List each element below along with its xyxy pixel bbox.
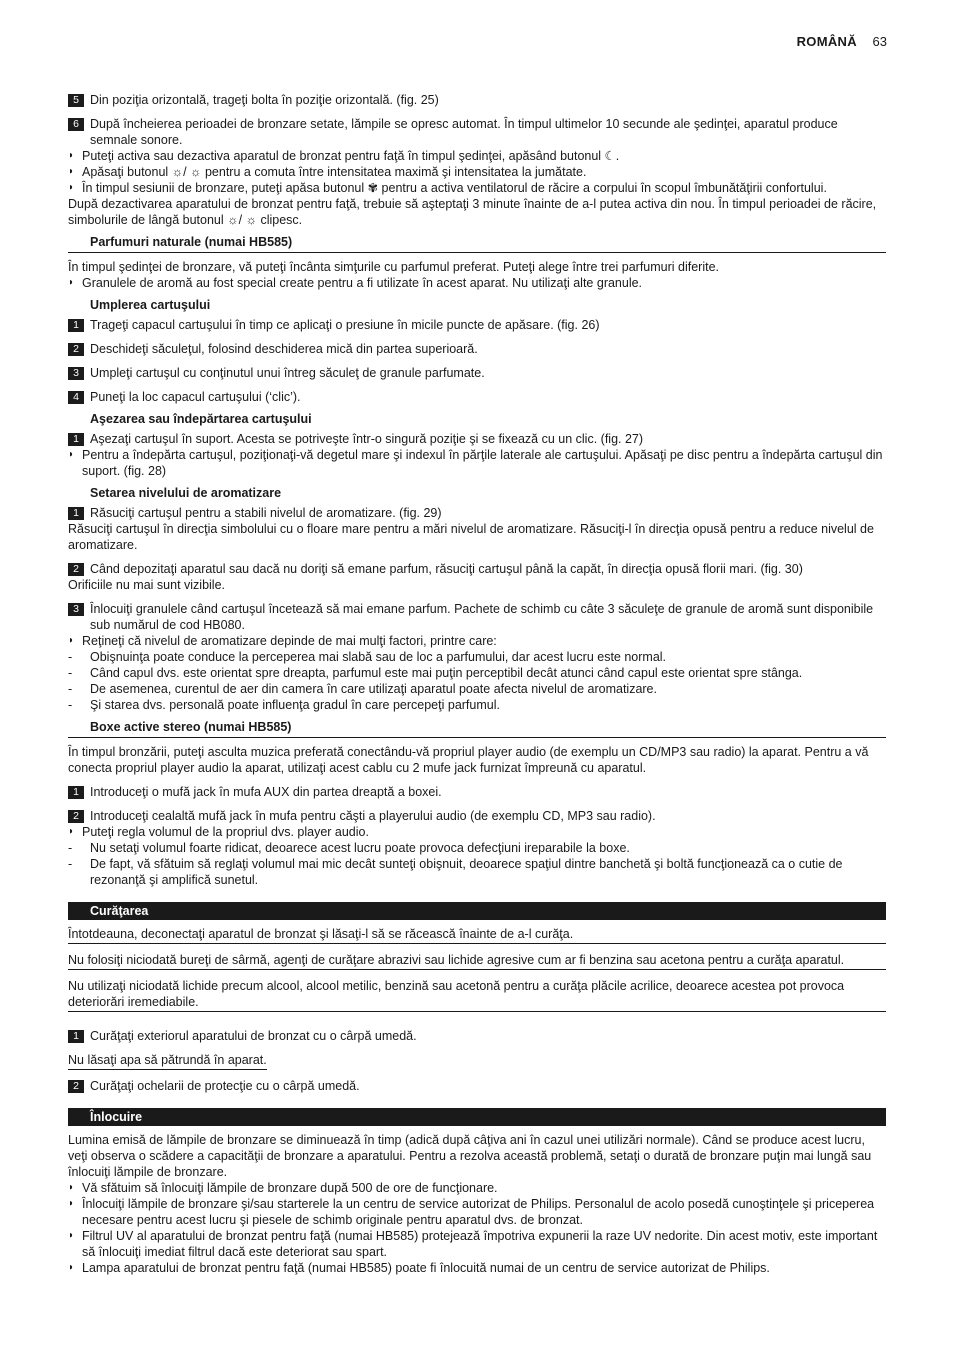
bullet-text: Pentru a îndepărta cartuşul, poziţionaţi-vă degetul mare şi indexul în părţile laterale ale cartuşului. Apăsaţi pe disc pentru a îndepărta cartuşul din suport. (fig. 28) (82, 448, 883, 478)
subheading-place: Aşezarea sau îndepărtarea cartuşului (90, 412, 312, 426)
bullet-icon: ◗ (68, 150, 75, 161)
dash-item: - Obişnuinţa poate conduce la perceperea mai slabă sau de loc a parfumului, dar acest lucru este normal. (68, 650, 667, 664)
dash-text: Obişnuinţa poate conduce la perceperea mai slabă sau de loc a parfumului, dar acest lucru este normal. (90, 650, 667, 664)
step-number: 3 (68, 367, 84, 380)
step-number: 1 (68, 1030, 84, 1043)
page-number: 63 (872, 34, 887, 49)
bullet-item (68, 447, 886, 479)
bullet-text: Puteţi activa sau dezactiva aparatul de bronzat pentru faţă în timpul şedinţei, apăsând butonul ☾. (82, 149, 620, 163)
step-text: Când depozitaţi aparatul sau dacă nu doriţi să emane parfum, răsuciţi cartuşul până la capăt, în direcţia opusă florii mari. (fig. 30) (90, 562, 803, 576)
warning-text: Nu utilizaţi niciodată lichide precum alcool, alcool metilic, benzină sau acetonă pentru a curăţa plăcile acrilice, deoarece acestea pot provoca deteriorări iremediabile. (68, 978, 886, 1012)
bullet-icon: ◗ (68, 182, 75, 193)
step-text: Din poziţia orizontală, trageţi bolta în poziţie orizontală. (fig. 25) (90, 93, 439, 107)
step-number: 3 (68, 603, 84, 616)
bullet-item (68, 633, 886, 649)
step-text: Introduceţi o mufă jack în mufa AUX din partea dreaptă a boxei. (90, 785, 442, 799)
section-heading-cleaning: Curăţarea (68, 902, 886, 920)
step-5 (68, 92, 886, 108)
step-number: 2 (68, 343, 84, 356)
section-heading-speakers: Boxe active stereo (numai HB585) (68, 719, 886, 738)
step-number: 6 (68, 118, 84, 131)
step-number: 2 (68, 1080, 84, 1093)
step-text: Puneţi la loc capacul cartuşului (‘clic’). (90, 390, 301, 404)
bullet-icon: ◗ (68, 449, 75, 460)
bullet-item (68, 275, 886, 291)
dash-text: Când capul dvs. este orientat spre dreapta, parfumul este mai puţin perceptibil decât atunci când capul este orientat spre stânga. (90, 666, 803, 680)
page-header (797, 34, 887, 49)
step-text: Răsuciţi cartuşul pentru a stabili nivelul de aromatizare. (fig. 29) (90, 506, 442, 520)
dash-text: De asemenea, curentul de aer din camera în care utilizaţi aparatul poate afecta nivelul de aromatizare. (90, 682, 657, 696)
bullet-icon: ◗ (68, 166, 75, 177)
step-text: Introduceţi cealaltă mufă jack în mufa pentru căşti a playerului audio (de exemplu CD, MP3 sau radio). (90, 809, 656, 823)
paragraph: După dezactivarea aparatului de bronzat pentru faţă, trebuie să aşteptaţi 3 minute înainte de a-l putea activa din nou. În timpul perioadei de răcire, simbolurile de lângă butonul ☼/ ☼ clipesc. (68, 197, 877, 227)
step-item (68, 389, 886, 405)
bullet-icon: ◗ (68, 1198, 75, 1209)
step-item (68, 784, 886, 800)
bullet-icon: ◗ (68, 1182, 75, 1193)
bullet-item (68, 148, 886, 164)
section-heading-perfume: Parfumuri naturale (numai HB585) (68, 234, 886, 253)
bullet-icon: ◗ (68, 826, 75, 837)
paragraph: Lumina emisă de lămpile de bronzare se diminuează în timp (adică după câţiva ani în cazul unei utilizări normale). Când se produce acest lucru, veţi observa o scădere a capacităţii de bronzare a aparatului. Pentru a rezolva această problemă, setaţi o durată de bronzare puţin mai lungă sau înlocuiţi lămpile de bronzare. (68, 1133, 872, 1179)
bullet-item (68, 1180, 886, 1196)
bullet-text: Înlocuiţi lămpile de bronzare şi/sau starterele la un centru de service autorizat de Philips. Personalul de acolo posedă cunoştinţele şi priceperea necesare pentru acest lucru şi piesele de schimb originale pentru aparatul dvs. de bronzat. (82, 1197, 875, 1227)
bullet-item (68, 164, 886, 180)
step-text: Înlocuiţi granulele când cartuşul încetează să mai emane parfum. Pachete de schimb cu câte 3 săculeţe de granule de aromă sunt disponibile sub numărul de cod HB080. (90, 602, 874, 632)
step-item (68, 601, 886, 633)
subheading-fill: Umplerea cartuşului (90, 298, 211, 312)
step-item (68, 317, 886, 333)
bullet-text: Reţineţi că nivelul de aromatizare depinde de mai mulţi factori, printre care: (82, 634, 497, 648)
bullet-text: Vă sfătuim să înlocuiţi lămpile de bronzare după 500 de ore de funcţionare. (82, 1181, 498, 1195)
warning-text: Nu folosiţi niciodată bureţi de sârmă, agenţi de curăţare abrazivi sau lichide agresive cum ar fi benzina sau acetona pentru a curăţa aparatul. (68, 952, 886, 970)
step-item (68, 1028, 886, 1044)
section-heading-replacement: Înlocuire (68, 1108, 886, 1126)
paragraph: Orificiile nu mai sunt vizibile. (68, 578, 225, 592)
dash-text: De fapt, vă sfătuim să reglaţi volumul mai mic decât sunteţi obişnuit, deoarece spaţiul dintre banchetă şi boltă funcţionează ca o cutie de rezonanţă şi amplifică sunetul. (90, 857, 843, 887)
step-number: 1 (68, 507, 84, 520)
dash-item: - De asemenea, curentul de aer din camera în care utilizaţi aparatul poate afecta nivelul de aromatizare. (68, 682, 657, 696)
warning-text: Nu lăsaţi apa să pătrundă în aparat. (68, 1052, 267, 1070)
bullet-item (68, 824, 886, 840)
paragraph: În timpul bronzării, puteţi asculta muzica preferată conectându-vă propriul player audio (de exemplu un CD/MP3 sau radio) la aparat. Pentru a vă conecta propriul player audio la aparat, utilizaţi acest cablu cu 2 mufe jack furnizat împreună cu aparatul. (68, 745, 869, 775)
subheading-level: Setarea nivelului de aromatizare (90, 486, 282, 500)
bullet-icon: ◗ (68, 277, 75, 288)
bullet-item (68, 1260, 886, 1276)
bullet-icon: ◗ (68, 1262, 75, 1273)
dash-item: - De fapt, vă sfătuim să reglaţi volumul mai mic decât sunteţi obişnuit, deoarece spaţiul dintre banchetă şi boltă funcţionează ca o cutie de rezonanţă şi amplifică sunetul. (68, 857, 843, 887)
step-text: Umpleţi cartuşul cu conţinutul unui întreg săculeţ de granule parfumate. (90, 366, 485, 380)
bullet-text: În timpul sesiunii de bronzare, puteţi apăsa butonul ✾ pentru a activa ventilatorul de răcire a corpului în scopul îmbunătăţirii confortului. (82, 181, 827, 195)
step-text: Aşezaţi cartuşul în suport. Acesta se potriveşte într-o singură poziţie şi se fixează cu un clic. (fig. 27) (90, 432, 644, 446)
dash-item: - Când capul dvs. este orientat spre dreapta, parfumul este mai puţin perceptibil decât atunci când capul este orientat spre stânga. (68, 666, 803, 680)
step-item (68, 505, 886, 521)
bullet-text: Granulele de aromă au fost special create pentru a fi utilizate în acest aparat. Nu utilizaţi alte granule. (82, 276, 643, 290)
language-label: ROMÂNĂ (796, 34, 857, 49)
dash-text: Şi starea dvs. personală poate influenţa gradul în care percepeţi parfumul. (90, 698, 500, 712)
step-number: 2 (68, 810, 84, 823)
dash-text: Nu setaţi volumul foarte ridicat, deoarece acest lucru poate provoca defecţiuni ireparabile la boxe. (90, 841, 630, 855)
step-text: Deschideţi săculeţul, folosind deschiderea mică din partea superioară. (90, 342, 478, 356)
step-number: 1 (68, 319, 84, 332)
step-number: 1 (68, 786, 84, 799)
bullet-text: Filtrul UV al aparatului de bronzat pentru faţă (numai HB585) protejează împotriva expunerii la raze UV nedorite. Din acest motiv, este important să înlocuiţi imediat filtrul dacă este deteriorat sau spart. (82, 1229, 878, 1259)
step-item (68, 431, 886, 447)
bullet-icon: ◗ (68, 635, 75, 646)
step-number: 1 (68, 433, 84, 446)
step-text: Curăţaţi exteriorul aparatului de bronzat cu o cârpă umedă. (90, 1029, 417, 1043)
step-item (68, 808, 886, 824)
step-item (68, 365, 886, 381)
bullet-icon: ◗ (68, 1230, 75, 1241)
step-number: 5 (68, 94, 84, 107)
bullet-item (68, 180, 886, 196)
bullet-item (68, 1196, 886, 1228)
step-text: Curăţaţi ochelarii de protecţie cu o cârpă umedă. (90, 1079, 360, 1093)
bullet-item (68, 1228, 886, 1260)
step-text: După încheierea perioadei de bronzare setate, lămpile se opresc automat. În timpul ultimelor 10 secunde ale şedinţei, aparatul produce semnale sonore. (90, 117, 838, 147)
step-text: Trageţi capacul cartuşului în timp ce aplicaţi o presiune în micile puncte de apăsare. (fig. 26) (90, 318, 600, 332)
step-item (68, 561, 886, 577)
dash-item: - Şi starea dvs. personală poate influenţa gradul în care percepeţi parfumul. (68, 698, 500, 712)
bullet-text: Puteţi regla volumul de la propriul dvs. player audio. (82, 825, 369, 839)
paragraph: Răsuciţi cartuşul în direcţia simbolului cu o floare mare pentru a mări nivelul de aromatizare. Răsuciţi-l în direcţia opusă pentru a reduce nivelul de aromatizare. (68, 522, 874, 552)
step-item (68, 341, 886, 357)
dash-item: - Nu setaţi volumul foarte ridicat, deoarece acest lucru poate provoca defecţiuni ireparabile la boxe. (68, 841, 630, 855)
main-content (68, 88, 886, 1276)
warning-text: Întotdeauna, deconectaţi aparatul de bronzat şi lăsaţi-l să se răcească înainte de a-l curăţa. (68, 926, 886, 944)
bullet-text: Lampa aparatului de bronzat pentru faţă (numai HB585) poate fi înlocuită numai de un centru de service autorizat de Philips. (82, 1261, 770, 1275)
step-number: 2 (68, 563, 84, 576)
step-item (68, 1078, 886, 1094)
paragraph: În timpul şedinţei de bronzare, vă puteţi încânta simţurile cu parfumul preferat. Puteţi alege între trei parfumuri diferite. (68, 260, 720, 274)
step-6 (68, 116, 886, 148)
step-number: 4 (68, 391, 84, 404)
bullet-text: Apăsaţi butonul ☼/ ☼ pentru a comuta între intensitatea maximă şi intensitatea la jumătate. (82, 165, 587, 179)
